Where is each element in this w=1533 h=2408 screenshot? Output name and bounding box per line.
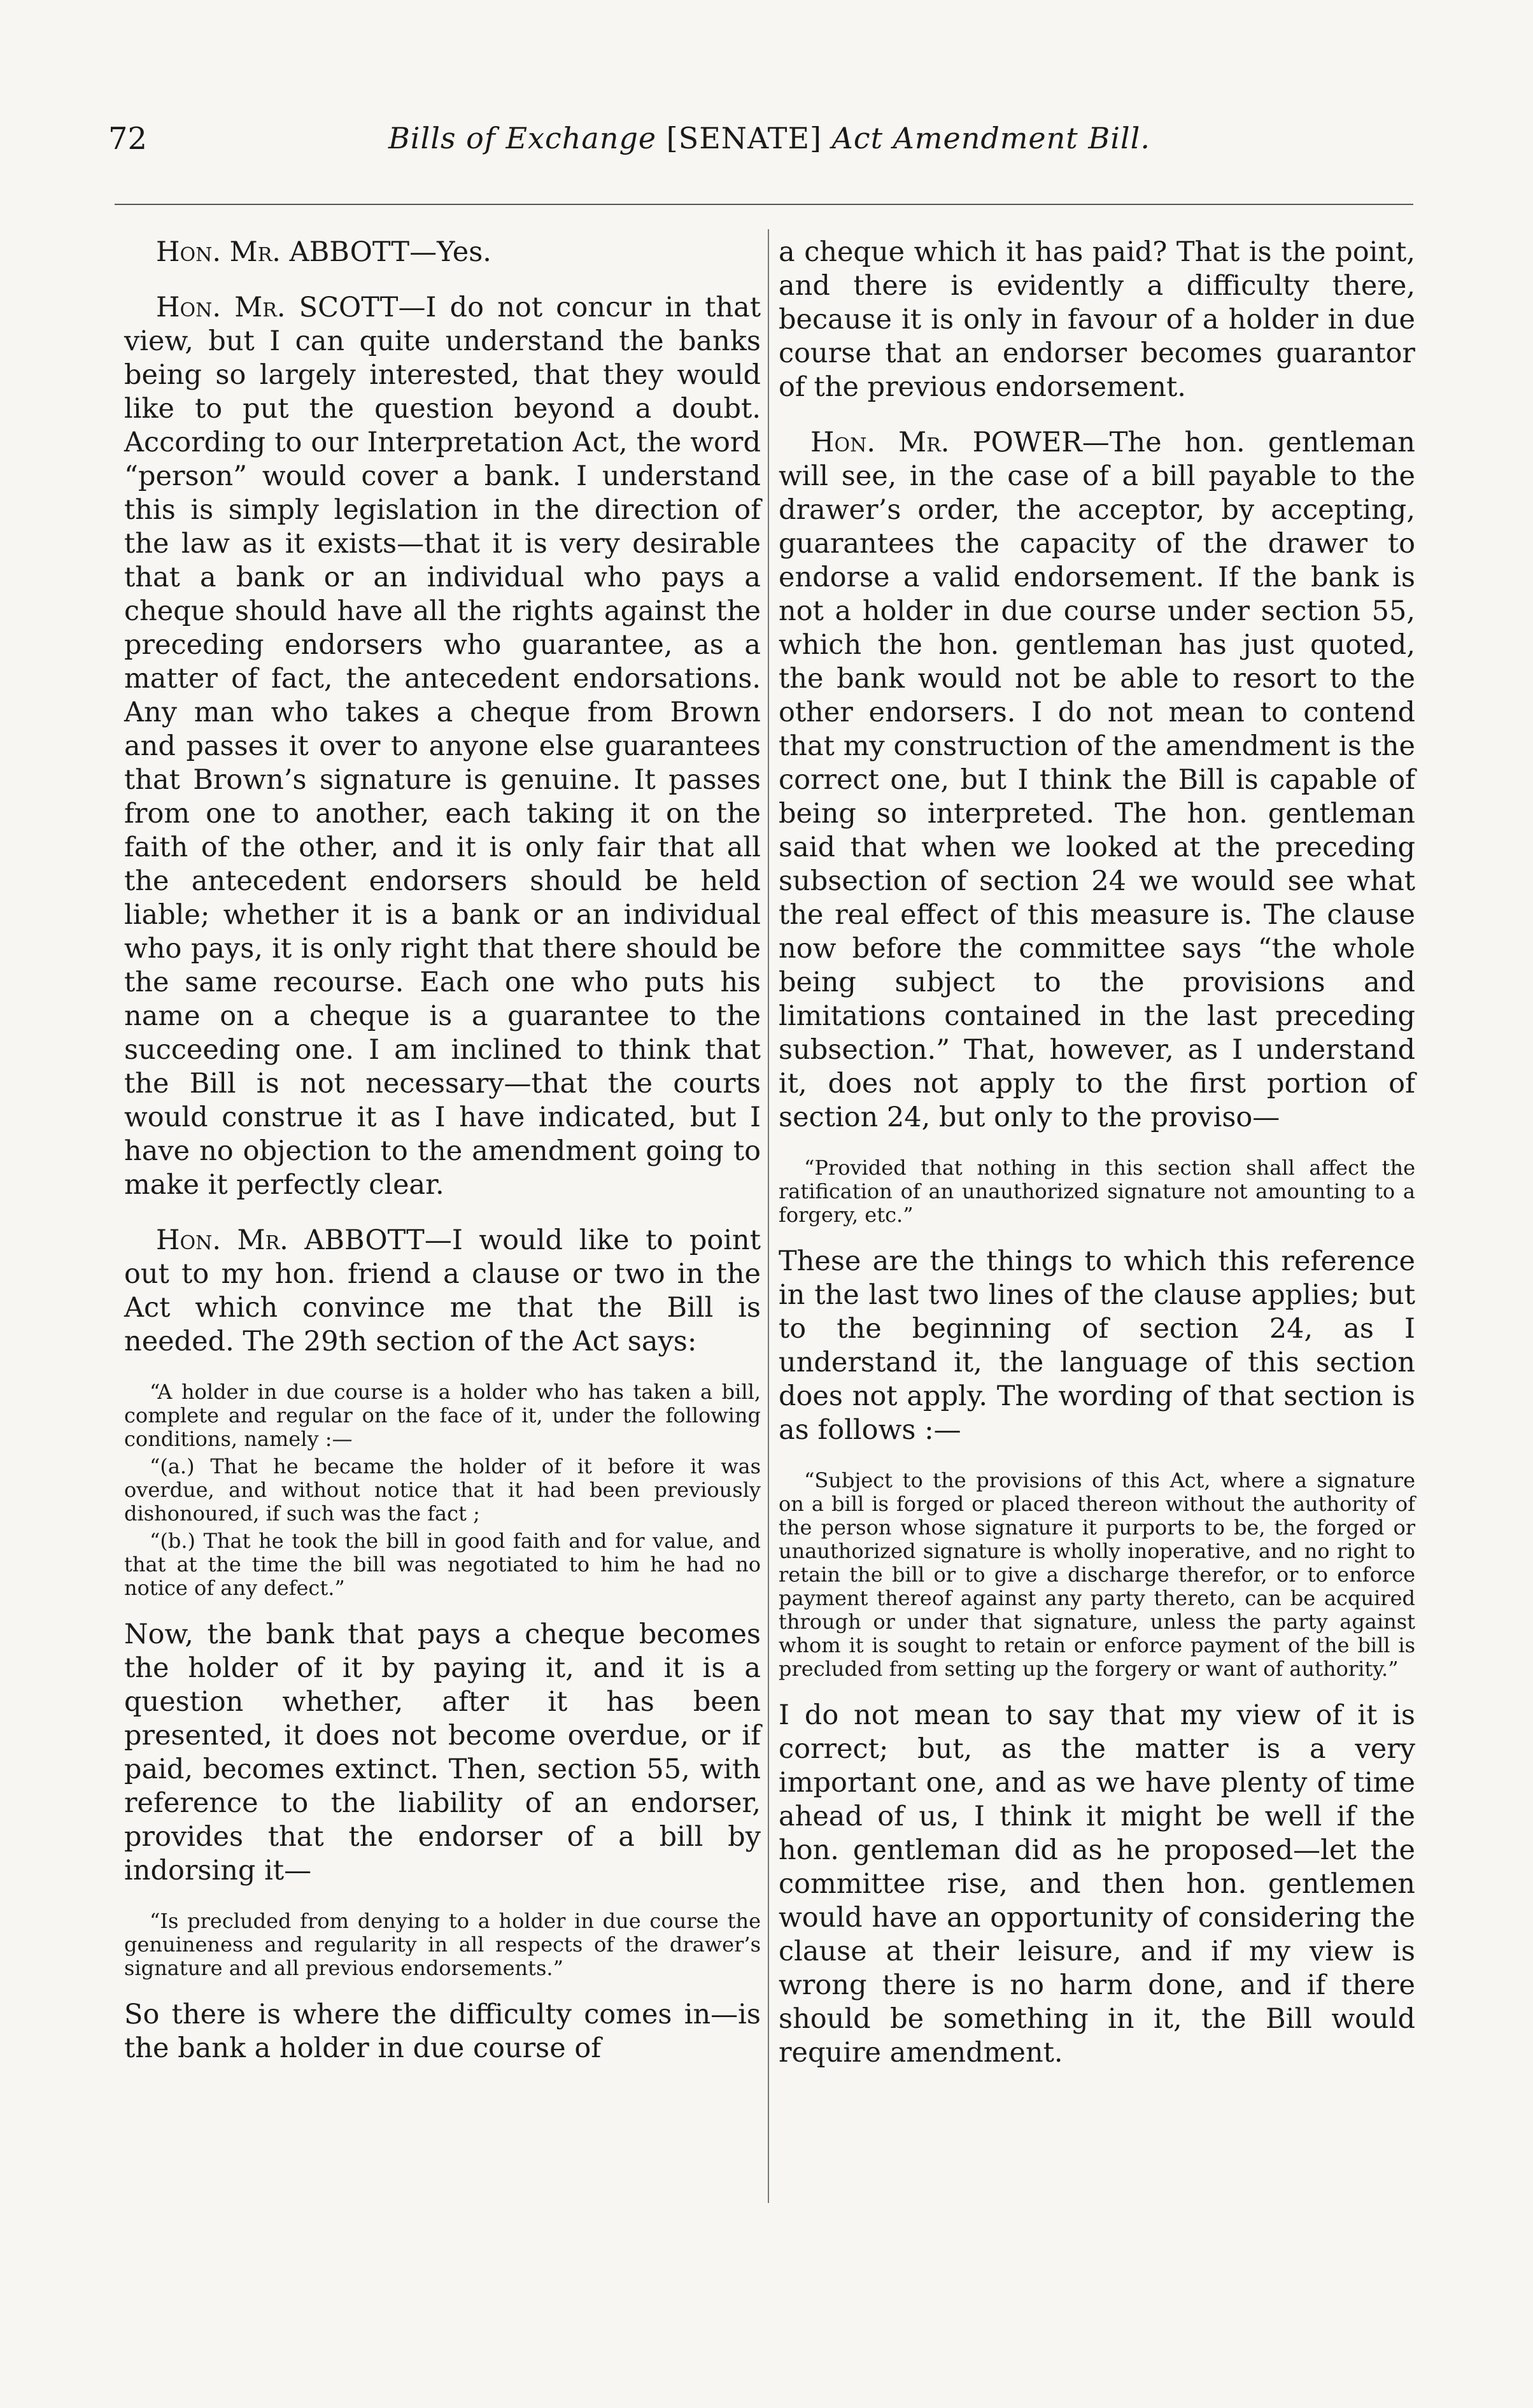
block-quote: “A holder in due course is a holder who has taken a bill, complete and regular on the face of it, under the following conditions, namely :— <box>124 1380 761 1451</box>
column-divider <box>768 229 769 2203</box>
title-right: Act Amendment Bill. <box>831 121 1150 155</box>
paragraph: These are the things to which this reference in the last two lines of the clause applies; but to the beginning of section 24, as I understand it, the language of this section does not apply. The wording of that section is as follows :— <box>779 1245 1415 1446</box>
block-quote: “Is precluded from denying to a holder in due course the genuineness and regularity in all respects of the drawer’s signature and all previous endorsements.” <box>124 1909 761 1980</box>
paragraph: So there is where the difficulty comes in—is the bank a holder in due course of <box>124 1999 761 2064</box>
block-quote: “(a.) That he became the holder of it before it was overdue, and without notice that it had been previously dishonoured, if such was the fact ; <box>124 1454 761 1526</box>
block-quote: “Provided that nothing in this section shall affect the ratification of an unauthorized signature not amounting to a forgery, etc.” <box>779 1156 1415 1227</box>
speaker-name: Hon. Mr. ABBOTT <box>156 236 410 268</box>
paragraph-text: —The hon. gentleman will see, in the case of a bill payable to the drawer’s order, the acceptor, by accepting, guarantees the capacity of the drawer to endorse a valid endorsement. If the bank is not a holder in due course under section 55, which the hon. gentleman has just quoted, the bank would not be able to resort to the other endorsers. I do not mean to contend that my construction of the amendment is the correct one, but I think the Bill is capable of being so interpreted. The hon. gentleman said that when we looked at the preceding subsection of section 24 we would see what the real effect of this measure is. The clause now before the committee says “the whole being subject to the provisions and limitations contained in the last preceding subsection.” That, however, as I understand it, does not apply to the first portion of section 24, but only to the proviso— <box>779 427 1416 1133</box>
paragraph: a cheque which it has paid? That is the point, and there is evidently a difficulty there, because it is only in favour of a holder in due course that an endorser becomes guarantor of the previous endorsement. <box>779 236 1415 403</box>
paragraph <box>124 1224 761 1359</box>
paragraph-text: —Yes. <box>409 236 491 268</box>
paragraph-text: —I would like to point out to my hon. friend a clause or two in the Act which convince me that the Bill is needed. The 29th section of the Act says: <box>124 1224 761 1357</box>
left-column <box>124 236 761 2087</box>
paragraph <box>779 426 1415 1135</box>
block-quote: “Subject to the provisions of this Act, where a signature on a bill is forged or placed thereon without the authority of the person whose signature it purports to be, the forged or unauthorized signature is wholly inoperative, and no right to retain the bill or to give a discharge therefor, or to enforce payment thereof against any party thereto, can be acquired through or under that signature, unless the party against whom it is sought to retain or enforce payment of the bill is precluded from setting up the forgery or want of authority.” <box>779 1468 1415 1681</box>
speaker-name: Hon. Mr. POWER <box>810 427 1082 458</box>
header-rule <box>115 204 1413 205</box>
speaker-name: Hon. Mr. SCOTT <box>156 292 399 323</box>
block-quote: “(b.) That he took the bill in good faith and for value, and that at the time the bill was negotiated to him he had no notice of any defect.” <box>124 1529 761 1600</box>
page-number: 72 <box>108 121 148 157</box>
title-middle: [SENATE] <box>666 121 822 155</box>
paragraph: I do not mean to say that my view of it is correct; but, as the matter is a very important one, and as we have plenty of time ahead of us, I think it might be well if the hon. gentleman did as he proposed—let the committee rise, and then hon. gentlemen would have an opportunity of considering the clause at their leisure, and if my view is wrong there is no harm done, and if there should be something in it, the Bill would require amendment. <box>779 1699 1415 2069</box>
running-header <box>108 121 1420 172</box>
paragraph <box>124 236 761 269</box>
right-column <box>779 236 1415 2092</box>
title-left: Bills of Exchange <box>388 121 657 155</box>
speaker-name: Hon. Mr. ABBOTT <box>156 1224 425 1256</box>
paragraph-text: —I do not concur in that view, but I can quite understand the banks being so largely interested, that they would like to put the question beyond a doubt. According to our Interpretation Act, the word “person” would cover a bank. I understand this is simply legislation in the direction of the law as it exists—that it is very desirable that a bank or an individual who pays a cheque should have all the rights against the preceding endorsers who guarantee, as a matter of fact, the antecedent endorsations. Any man who takes a cheque from Brown and passes it over to anyone else guarantees that Brown’s signature is genuine. It passes from one to another, each taking it on the faith of the other, and it is only fair that all the antecedent endorsers should be held liable; whether it is a bank or an individual who pays, it is only right that there should be the same recourse. Each one who puts his name on a cheque is a guarantee to the succeeding one. I am inclined to think that the Bill is not necessary—that the courts would construe it as I have indicated, but I have no objection to the amendment going to make it perfectly clear. <box>124 292 761 1201</box>
paragraph <box>124 291 761 1202</box>
running-title <box>388 121 1150 155</box>
paragraph: Now, the bank that pays a cheque becomes the holder of it by paying it, and it is a question whether, after it has been presented, it does not become overdue, or if paid, becomes extinct. Then, section 55, with reference to the liability of an endorser, provides that the endorser of a bill by indorsing it— <box>124 1618 761 1887</box>
